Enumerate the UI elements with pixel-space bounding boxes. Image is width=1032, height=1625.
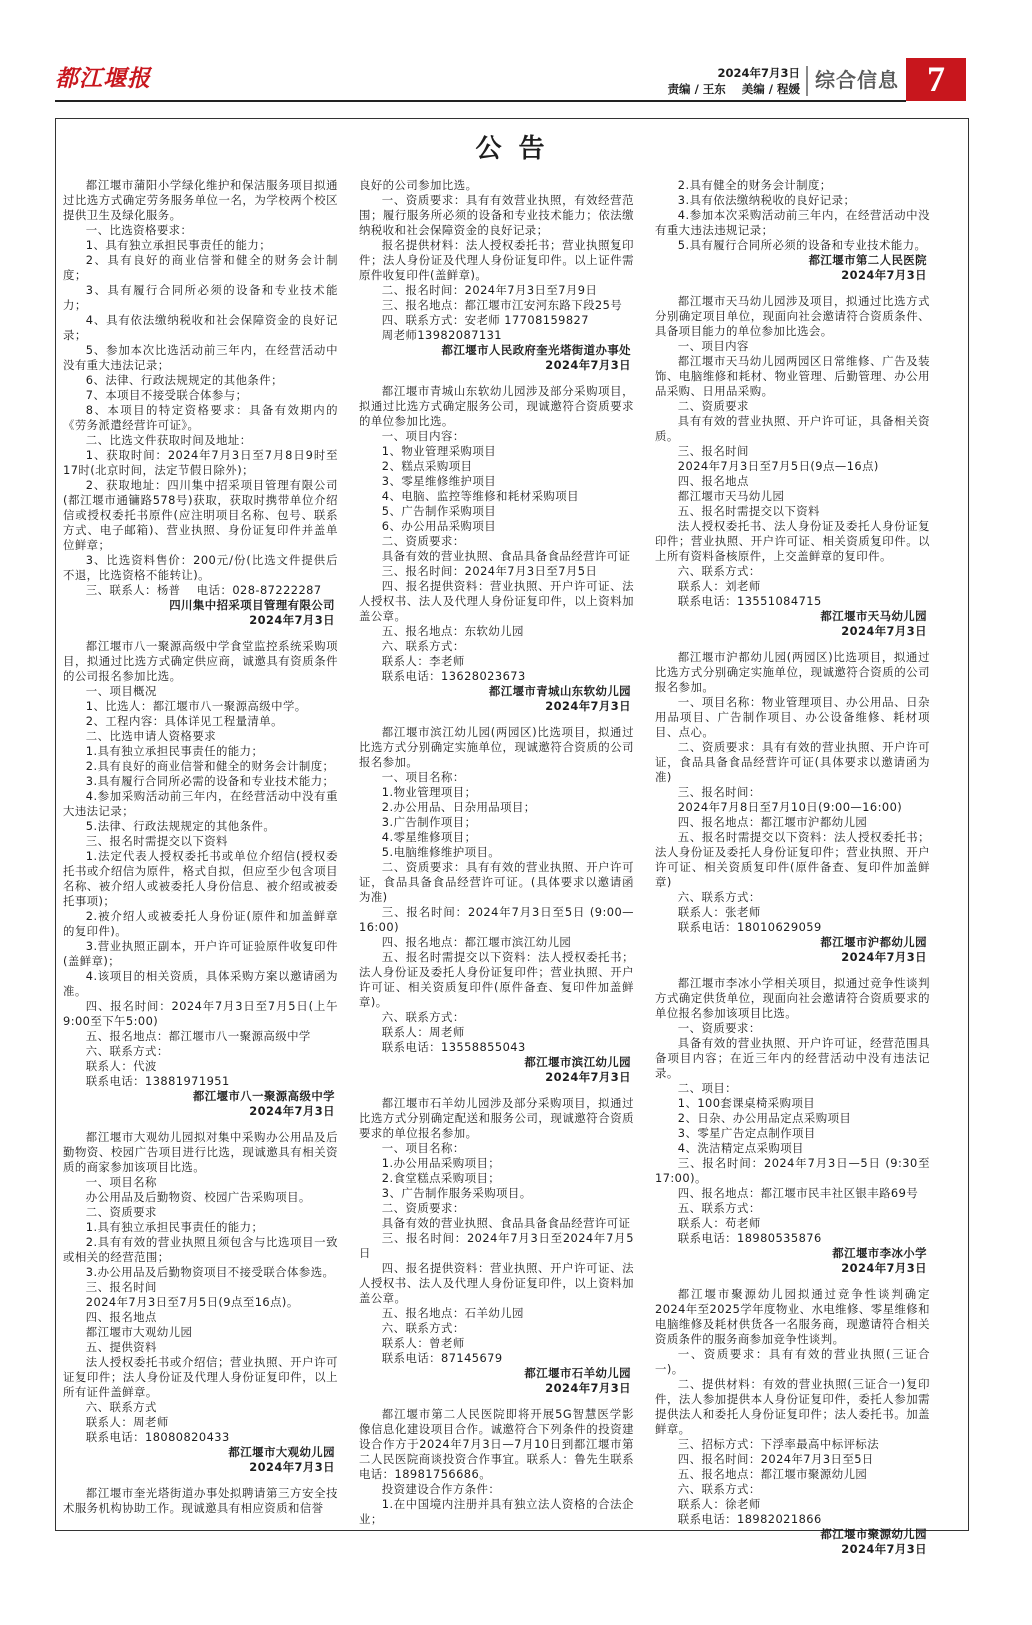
notice-paragraph: 都江堰市奎光塔街道办事处拟聘请第三方安全技术服务机构协助工作。现诚邀具有相应资质和信誉 [63, 1486, 338, 1515]
notice-paragraph: 良好的公司参加比选。 [359, 178, 478, 192]
notice-date: 2024年7月3日 [841, 624, 927, 638]
notice-paragraph: 具有有效的营业执照、开户许可证，具备相关资质。 [655, 414, 930, 443]
notice-paragraph: 一、项目内容 [677, 339, 749, 353]
notice-paragraph: 3、比选资料售价：200元/份(比选文件提供后不退，比选资格不能转让)。 [63, 553, 338, 582]
notice-paragraph: 联系人：李老师 [381, 654, 465, 668]
notice-paragraph: 联系人：苟老师 [677, 1216, 761, 1230]
notice-paragraph: 1.物业管理项目； [381, 785, 477, 799]
notice-paragraph: 联系人：周老师 [85, 1415, 169, 1429]
notice-paragraph: 都江堰市天马幼儿园两园区日常维修、广告及装饰、电脑维修和耗材、物业管理、后勤管理、办公用品采购、日用品采购。 [655, 354, 930, 398]
header-rule [55, 100, 906, 102]
notice-issuer: 都江堰市李冰小学 [832, 1246, 927, 1260]
notice-paragraph: 六、联系方式： [85, 1044, 169, 1058]
notice-paragraph: 五、报名时需提交以下资料 [677, 504, 820, 518]
notice-date: 2024年7月3日 [545, 1070, 631, 1084]
notice-paragraph: 四、报名地点：都江堰市沪都幼儿园 [677, 815, 868, 829]
notice-paragraph: 3.具有依法缴纳税收的良好记录； [677, 193, 856, 207]
notice-paragraph: 2、获取地址：四川集中招采项目管理有限公司(都江堰市通镛路578号)获取，获取时携带单位介绍信或授权委托书原件(应注明项目名称、包号、联系方式、电子邮箱)、营业执照、身份证复印件并盖单位鲜章； [63, 478, 338, 552]
notice-paragraph: 六、联系方式： [677, 890, 761, 904]
notice-paragraph: 五、报名地点：都江堰市聚源幼儿园 [677, 1467, 868, 1481]
notice [63, 639, 338, 1119]
notice-paragraph: 2024年7月8日至7月10日(9:00—16:00) [677, 800, 903, 814]
notice-paragraph: 六、联系方式 [85, 1400, 157, 1414]
notice-paragraph: 四、报名地点 [85, 1310, 157, 1324]
notice-paragraph: 2.被介绍人或被委托人身份证(原件和加盖鲜章的复印件)。 [63, 909, 338, 938]
notice-paragraph: 4.参加本次采购活动前三年内，在经营活动中没有重大违法违规记录； [655, 208, 930, 237]
column-1 [63, 178, 338, 1516]
notice [655, 294, 930, 639]
notice-paragraph: 8、本项目的特定资格要求：具备有效期内的《劳务派遣经营许可证》。 [63, 403, 338, 432]
notice-paragraph: 1.法定代表人授权委托书或单位介绍信(授权委托书或介绍信为原件，格式自拟，但应至少包含项目名称、被介绍人或被委托人身份信息、被介绍或被委托事项)； [63, 849, 338, 908]
notice-paragraph: 二、比选文件获取时间及地址： [85, 433, 252, 447]
notice-date: 2024年7月3日 [841, 1261, 927, 1275]
notice-issuer: 四川集中招采项目管理有限公司 [169, 598, 335, 612]
notice-paragraph: 五、报名时需提交以下资料：法人授权委托书；法人身份证及委托人身份证复印件；营业执照、开户许可证、相关资质复印件(原件备查、复印件加盖鲜章)。 [359, 950, 634, 1009]
notice-paragraph: 三、招标方式：下浮率最高中标评标法 [677, 1437, 880, 1451]
notice [63, 178, 338, 628]
notice-paragraph: 1.在中国境内注册并具有独立法人资格的合法企业； [359, 1497, 634, 1526]
notice-date: 2024年7月3日 [545, 699, 631, 713]
notice-paragraph: 四、联系方式：安老师 17708159827 [381, 313, 589, 327]
notice-paragraph: 二、资质要求 [677, 399, 749, 413]
notice [359, 725, 634, 1085]
notice-paragraph: 三、报名时间：2024年7月3日至2024年7月5日 [359, 1231, 634, 1260]
notice-paragraph: 二、资质要求：具有有效的营业执照、开户许可证，食品具备食品经营许可证(具体要求以邀请函为准) [655, 740, 930, 784]
notice-paragraph: 联系电话：13558855043 [381, 1040, 526, 1054]
notice-paragraph: 五、提供资料 [85, 1340, 157, 1354]
notice-paragraph: 联系人：刘老师 [677, 579, 761, 593]
notice-paragraph: 四、报名地点：都江堰市民丰社区银丰路69号 [677, 1186, 919, 1200]
notice-paragraph: 法人授权委托书、法人身份证及委托人身份证复印件；营业执照、开户许可证、相关资质复印件。以上所有资料备核原件，上交盖鲜章的复印件。 [655, 519, 930, 563]
notice-paragraph: 都江堰市沪都幼儿园(两园区)比选项目，拟通过比选方式分别确定实施单位，现诚邀符合资质的公司报名参加。 [655, 650, 930, 694]
notice-paragraph: 2、糕点采购项目 [381, 459, 473, 473]
notice-paragraph: 2.食堂糕点采购项目； [381, 1171, 501, 1185]
notice-issuer: 都江堰市人民政府奎光塔街道办事处 [441, 343, 631, 357]
notice-paragraph: 五、联系方式： [677, 1201, 761, 1215]
notice-paragraph: 都江堰市滨江幼儿园(两园区)比选项目，拟通过比选方式分别确定实施单位，现诚邀符合资质的公司报名参加。 [359, 725, 634, 769]
header-divider [806, 66, 808, 96]
notice-paragraph: 一、项目名称 [85, 1175, 157, 1189]
notice-issuer: 都江堰市大观幼儿园 [228, 1445, 335, 1459]
notice-paragraph: 联系电话：18982021866 [677, 1512, 822, 1526]
notice-issuer: 都江堰市青城山东软幼儿园 [488, 684, 631, 698]
notice-paragraph: 三、报名时间 [85, 1280, 157, 1294]
notice-paragraph: 联系电话：13628023673 [381, 669, 526, 683]
notice-issuer: 都江堰市沪都幼儿园 [820, 935, 927, 949]
notice-paragraph: 1.具有独立承担民事责任的能力； [85, 1220, 264, 1234]
notice-paragraph: 联系电话：87145679 [381, 1351, 503, 1365]
notice-paragraph: 三、报名时间 [677, 444, 749, 458]
notice-paragraph: 四、报名提供资料：营业执照、开户许可证、法人授权书、法人及代理人身份证复印件，以上资料加盖公章。 [359, 1261, 634, 1305]
notice-paragraph: 2、日杂、办公用品定点采购项目 [677, 1111, 852, 1125]
notice-date: 2024年7月3日 [841, 1542, 927, 1556]
notice-paragraph: 2.具有有效的营业执照且须包含与比选项目一致或相关的经营范围； [63, 1235, 338, 1264]
notice-paragraph: 都江堰市第二人民医院即将开展5G智慧医学影像信息化建设项目合作。诚邀符合下列条件的投资建设合作方于2024年7月3日—7月10日到都江堰市第二人民医院商谈投资合作事宜。联系人：鲁先生联系电话：18981756686。 [359, 1407, 634, 1481]
notice-paragraph: 五、报名地点：都江堰市八一聚源高级中学 [85, 1029, 311, 1043]
notice-paragraph: 周老师13982087131 [381, 328, 502, 342]
notice-paragraph: 一、项目内容： [381, 429, 465, 443]
notice-paragraph: 都江堰市天马幼儿园 [677, 489, 785, 503]
notice-paragraph: 三、报名时需提交以下资料 [85, 834, 228, 848]
notice-paragraph: 三、报名时间：2024年7月3日至7月5日 [381, 564, 598, 578]
notice [359, 1096, 634, 1396]
notice-paragraph: 2、具有良好的商业信誉和健全的财务会计制度； [63, 253, 338, 282]
notice-paragraph: 4、电脑、监控等维修和耗材采购项目 [381, 489, 579, 503]
editors-credit: 责编 / 王东 美编 / 程媛 [667, 82, 800, 96]
notice-paragraph: 都江堰市大观幼儿园 [85, 1325, 193, 1339]
notice-paragraph: 联系电话：18980535876 [677, 1231, 822, 1245]
notice-paragraph: 5、参加本次比选活动前三年内，在经营活动中没有重大违法记录； [63, 343, 338, 372]
notice-paragraph: 联系人：周老师 [381, 1025, 465, 1039]
notice-paragraph: 4.零星维修项目； [381, 830, 477, 844]
notice-paragraph: 2.办公用品、日杂用品项目； [381, 800, 536, 814]
notice-paragraph: 二、资质要求： [381, 1201, 465, 1215]
notice-paragraph: 五、报名地点：东软幼儿园 [381, 624, 524, 638]
notice-paragraph: 5.电脑维修维护项目。 [381, 845, 501, 859]
notice-paragraph: 3.广告制作项目； [381, 815, 477, 829]
notice-paragraph: 二、资质要求：具有有效的营业执照、开户许可证，食品具备食品经营许可证。(具体要求以邀请函为准) [359, 860, 634, 904]
notice [359, 1407, 634, 1527]
notice-paragraph: 六、联系方式： [381, 1010, 465, 1024]
notice-paragraph: 二、比选申请人资格要求 [85, 729, 217, 743]
notice-date: 2024年7月3日 [249, 1460, 335, 1474]
notice-issuer: 都江堰市天马幼儿园 [820, 609, 927, 623]
notice-issuer: 都江堰市石羊幼儿园 [524, 1366, 631, 1380]
notice-paragraph: 联系电话：18010629059 [677, 920, 822, 934]
notice-issuer: 都江堰市八一聚源高级中学 [192, 1089, 335, 1103]
notice-issuer: 都江堰市第二人民医院 [808, 253, 927, 267]
notice-paragraph: 联系电话：13551084715 [677, 594, 822, 608]
notice-paragraph: 法人授权委托书或介绍信；营业执照、开户许可证复印件；法人身份证及代理人身份证复印件，以上所有证件盖鲜章。 [63, 1355, 338, 1399]
notice-paragraph: 都江堰市八一聚源高级中学食堂监控系统采购项目，拟通过比选方式确定供应商，诚邀具有资质条件的公司报名参加比选。 [63, 639, 338, 683]
notice-paragraph: 3.办公用品及后勤物资项目不接受联合体参选。 [85, 1265, 335, 1279]
notice-paragraph: 6、法律、行政法规规定的其他条件； [85, 373, 283, 387]
notice-paragraph: 联系人：张老师 [677, 905, 761, 919]
notice-paragraph: 3、零星广告定点制作项目 [677, 1126, 816, 1140]
notice-continued [359, 178, 634, 373]
notice-paragraph: 都江堰市天马幼儿园涉及项目，拟通过比选方式分别确定项目单位，现面向社会邀请符合资质条件、具备项目能力的单位参加比选会。 [655, 294, 930, 338]
notice-paragraph: 1、物业管理采购项目 [381, 444, 497, 458]
notice-paragraph: 5.法律、行政法规规定的其他条件。 [85, 819, 276, 833]
notice-paragraph: 二、提供材料：有效的营业执照(三证合一)复印件，法人参加提供本人身份证复印件，委托人参加需提供法人和委托人身份证复印件；法人委托书。加盖鲜章。 [655, 1377, 930, 1436]
notice-paragraph: 1、具有独立承担民事责任的能力； [85, 238, 272, 252]
notice-paragraph: 六、联系方式： [677, 1482, 761, 1496]
notice-paragraph: 二、资质要求： [381, 534, 465, 548]
notice-date: 2024年7月3日 [545, 1381, 631, 1395]
notice-paragraph: 联系电话：18080820433 [85, 1430, 230, 1444]
notice-paragraph: 具备有效的营业执照、食品具备食品经营许可证 [381, 549, 631, 563]
notice-paragraph: 报名提供材料：法人授权委托书；营业执照复印件；法人身份证及代理人身份证复印件。以上证件需原件收复印件(盖鲜章)。 [359, 238, 634, 282]
notice-paragraph: 都江堰市石羊幼儿园涉及部分采购项目，拟通过比选方式分别确定配送和服务公司，现诚邀符合资质要求的单位报名参加。 [359, 1096, 634, 1140]
notice-date: 2024年7月3日 [249, 613, 335, 627]
notice-paragraph: 四、报名时间：2024年7月3日至5日 [677, 1452, 874, 1466]
notice-paragraph: 3.营业执照正副本，开户许可证验原件收复印件(盖鲜章)； [63, 939, 338, 968]
notice-paragraph: 6、办公用品采购项目 [381, 519, 497, 533]
notice-paragraph: 5.具有履行合同所必须的设备和专业技术能力。 [677, 238, 927, 252]
notice-paragraph: 一、资质要求： [677, 1021, 761, 1035]
notice-paragraph: 具备有效的营业执照、食品具备食品经营许可证 [381, 1216, 631, 1230]
notice-paragraph: 具备有效的营业执照、开户许可证，经营范围具备项目内容；在近三年内的经营活动中没有违法记录。 [655, 1036, 930, 1080]
notice-paragraph: 联系人：徐老师 [677, 1497, 761, 1511]
notice-paragraph: 4.参加采购活动前三年内，在经营活动中没有重大违法记录； [63, 789, 338, 818]
notice [63, 1130, 338, 1475]
newspaper-logo: 都江堰报 [55, 65, 151, 92]
notice-paragraph: 5、广告制作采购项目 [381, 504, 497, 518]
notice-paragraph: 六、联系方式： [677, 564, 761, 578]
notice-paragraph: 一、资质要求：具有有效的营业执照(三证合一)。 [655, 1347, 930, 1376]
notice-date: 2024年7月3日 [545, 358, 631, 372]
notice-paragraph: 都江堰市青城山东软幼儿园涉及部分采购项目，拟通过比选方式确定服务公司，现诚邀符合资质要求的单位参加比选。 [359, 384, 634, 428]
notice-paragraph: 都江堰市大观幼儿园拟对集中采购办公用品及后勤物资、校园广告项目进行比选，现诚邀具有相关资质的商家参加该项目比选。 [63, 1130, 338, 1174]
notice-paragraph: 3、广告制作服务采购项目。 [381, 1186, 532, 1200]
notice-paragraph: 联系电话：13881971951 [85, 1074, 230, 1088]
column-2 [359, 178, 634, 1527]
notice-paragraph: 二、项目： [677, 1081, 738, 1095]
notice-paragraph: 四、报名地点 [677, 474, 749, 488]
page-number: 7 [906, 58, 966, 101]
notice-paragraph: 一、项目名称： [381, 770, 465, 784]
notice-paragraph: 2、工程内容：具体详见工程量清单。 [85, 714, 283, 728]
notice-paragraph: 1、获取时间：2024年7月3日至7月8日9时至17时(北京时间，法定节假日除外)； [63, 448, 338, 477]
notice-issuer: 都江堰市滨江幼儿园 [524, 1055, 631, 1069]
notice-paragraph: 五、报名地点：石羊幼儿园 [381, 1306, 524, 1320]
notice-paragraph: 三、联系人：杨普 电话：028-87222287 [85, 583, 322, 597]
notice-paragraph: 2024年7月3日至7月5日(9点至16点)。 [85, 1295, 299, 1309]
notice-paragraph: 五、报名时需提交以下资料：法人授权委托书；法人身份证及委托人身份证复印件；营业执照、开户许可证、相关资质复印件(原件备查、复印件加盖鲜章) [655, 830, 930, 889]
notice-paragraph: 二、资质要求 [85, 1205, 157, 1219]
notice-paragraph: 4、洗洁精定点采购项目 [677, 1141, 804, 1155]
notice-paragraph: 3、具有履行合同所必须的设备和专业技术能力； [63, 283, 338, 312]
notice [655, 976, 930, 1276]
notice-paragraph: 都江堰市李冰小学相关项目，拟通过竞争性谈判方式确定供货单位，现面向社会邀请符合资质要求的单位报名参加该项目比选。 [655, 976, 930, 1020]
notice-date: 2024年7月3日 [841, 950, 927, 964]
notice-title: 公 告 [475, 134, 549, 164]
notice-date: 2024年7月3日 [841, 268, 927, 282]
notice [63, 1486, 338, 1516]
notice-date: 2024年7月3日 [249, 1104, 335, 1118]
notice-paragraph: 7、本项目不接受联合体参与； [85, 388, 248, 402]
notice-paragraph: 四、报名时间：2024年7月3日至7月5日(上午9:00至下午5:00) [63, 999, 338, 1028]
notice-paragraph: 一、资质要求：具有有效营业执照，有效经营范围；履行服务所必须的设备和专业技术能力；依法缴纳税收和社会保障资金的良好记录； [359, 193, 634, 237]
notice-paragraph: 都江堰市聚源幼儿园拟通过竞争性谈判确定2024年至2025学年度物业、水电维修、零星维修和电脑维修及耗材供货各一名服务商，现邀请符合相关资质条件的服务商参加竞争性谈判。 [655, 1287, 930, 1346]
notice-paragraph: 一、项目名称： [381, 1141, 465, 1155]
notice [359, 384, 634, 714]
notice-paragraph: 一、项目名称：物业管理项目、办公用品、日杂用品项目、广告制作项目、办公设备维修、耗材项目、点心。 [655, 695, 930, 739]
notice-paragraph: 三、报名时间：2024年7月3日—5日 (9:30至17:00)。 [655, 1156, 930, 1185]
notice-paragraph: 2024年7月3日至7月5日(9点—16点) [677, 459, 879, 473]
notice-paragraph: 六、联系方式： [381, 1321, 465, 1335]
notice-paragraph: 都江堰市蒲阳小学绿化维护和保洁服务项目拟通过比选方式确定劳务服务单位一名，为学校两个校区提供卫生及绿化服务。 [63, 178, 338, 222]
column-3 [655, 178, 930, 1557]
notice-paragraph: 1.办公用品采购项目； [381, 1156, 501, 1170]
notice-paragraph: 一、项目概况 [85, 684, 157, 698]
section-name: 综合信息 [815, 68, 899, 92]
notice-paragraph: 六、联系方式： [381, 639, 465, 653]
notice-paragraph: 二、报名时间：2024年7月3日至7月9日 [381, 283, 598, 297]
notice-issuer: 都江堰市聚源幼儿园 [820, 1527, 927, 1541]
notice-paragraph: 四、报名提供资料：营业执照、开户许可证、法人授权书、法人及代理人身份证复印件，以上资料加盖公章。 [359, 579, 634, 623]
notice-paragraph: 2.具有健全的财务会计制度； [677, 178, 832, 192]
issue-date: 2024年7月3日 [717, 66, 800, 80]
notice-paragraph: 联系人：代波 [85, 1059, 157, 1073]
notice-paragraph: 三、报名时间： [677, 785, 761, 799]
notice-paragraph: 联系人：曾老师 [381, 1336, 465, 1350]
notice-paragraph: 1、比选人：都江堰市八一聚源高级中学。 [85, 699, 307, 713]
notice-paragraph: 4.该项目的相关资质，具体采购方案以邀请函为准。 [63, 969, 338, 998]
notice [655, 650, 930, 965]
notice-paragraph: 投资建设合作方条件： [381, 1482, 501, 1496]
notice-paragraph: 4、具有依法缴纳税收和社会保障资金的良好记录； [63, 313, 338, 342]
notice-paragraph: 办公用品及后勤物资、校园广告采购项目。 [85, 1190, 311, 1204]
notice-paragraph: 1、100套课桌椅采购项目 [677, 1096, 816, 1110]
notice-continued [655, 178, 930, 283]
notice-paragraph: 2.具有良好的商业信誉和健全的财务会计制度； [85, 759, 335, 773]
notice-paragraph: 一、比选资格要求： [85, 223, 193, 237]
notice-paragraph: 三、报名地点：都江堰市江安河东路下段25号 [381, 298, 623, 312]
notice [655, 1287, 930, 1557]
notice-paragraph: 四、报名地点：都江堰市滨江幼儿园 [381, 935, 572, 949]
notice-paragraph: 3、零星维修维护项目 [381, 474, 497, 488]
notice-paragraph: 三、报名时间：2024年7月3日至5日 (9:00—16:00) [359, 905, 634, 934]
notice-paragraph: 1.具有独立承担民事责任的能力； [85, 744, 264, 758]
notice-paragraph: 3.具有履行合同所必需的设备和专业技术能力； [85, 774, 335, 788]
